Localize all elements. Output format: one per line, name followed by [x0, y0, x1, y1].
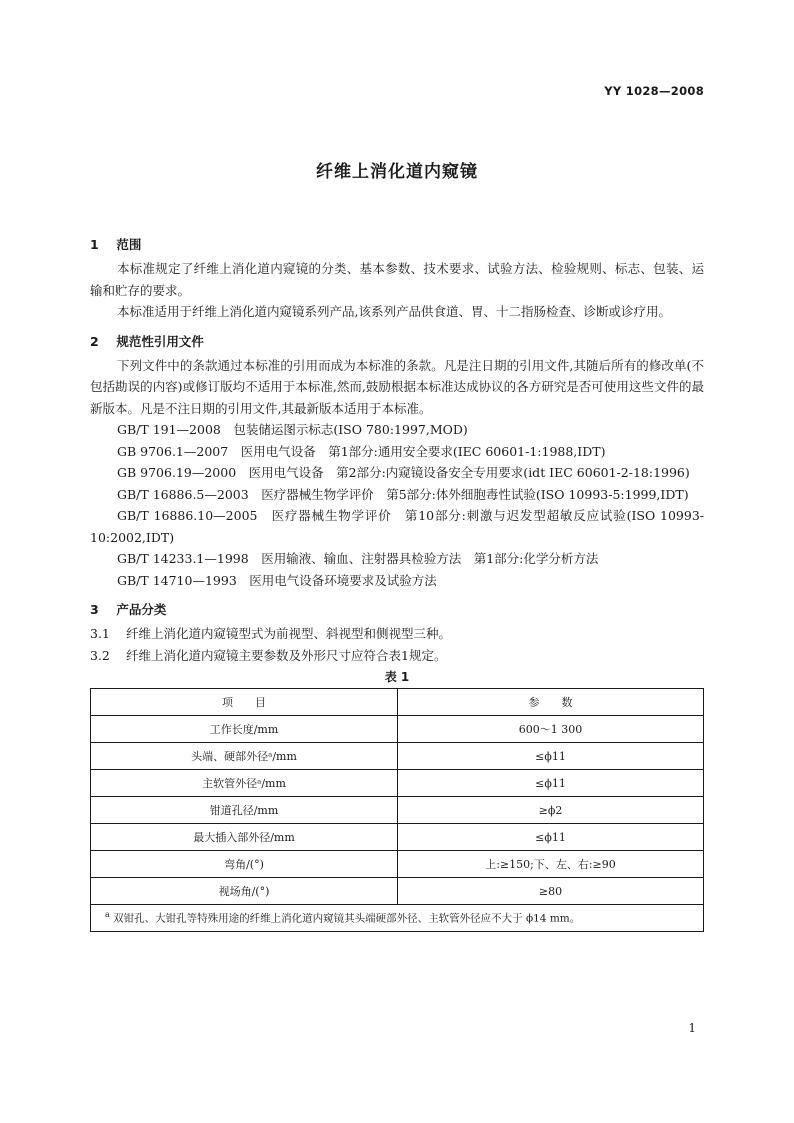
- clause-text: 纤维上消化道内窥镜型式为前视型、斜视型和侧视型三种。: [126, 626, 452, 641]
- parameters-table: [90, 688, 704, 932]
- clause-3-1: [90, 623, 704, 645]
- document-body: [90, 226, 704, 932]
- table-cell: 上:≥150;下、左、右:≥90: [398, 851, 704, 878]
- table-cell: 弯角/(°): [91, 851, 398, 878]
- section-3-heading: [90, 597, 704, 623]
- clause-number: 3.2: [90, 647, 110, 663]
- scope-paragraph-1: 本标准规定了纤维上消化道内窥镜的分类、基本参数、技术要求、试验方法、检验规则、标志、包装、运输和贮存的要求。: [90, 261, 704, 298]
- table-title: 表 1: [384, 670, 410, 684]
- table-cell: 最大插入部外径/mm: [91, 824, 398, 851]
- clause-3-2: [90, 645, 704, 667]
- page-number: 1: [688, 1021, 696, 1035]
- table-row: [91, 716, 704, 743]
- table-cell: 钳道孔径/mm: [91, 797, 398, 824]
- table-row: [91, 824, 704, 851]
- table-row: [91, 797, 704, 824]
- table-cell: ≥80: [398, 878, 704, 905]
- table-cell: ≤ϕ11: [398, 770, 704, 797]
- references-intro: 下列文件中的条款通过本标准的引用而成为本标准的条款。凡是注日期的引用文件,其随后所有的修改单(不包括勘误的内容)或修订版均不适用于本标准,然而,鼓励根据本标准达成协议的各方研究是否可使用这些文件的最新版本。凡是不注日期的引用文件,其最新版本适用于本标准。: [90, 357, 704, 416]
- table-row: [91, 743, 704, 770]
- clause-text: 纤维上消化道内窥镜主要参数及外形尺寸应符合表1规定。: [126, 647, 447, 663]
- reference-item: GB/T 14233.1—1998 医用输液、输血、注射器具检验方法 第1部分:化学分析方法: [117, 551, 599, 566]
- section-2-heading: [90, 329, 704, 355]
- reference-item: GB 9706.1—2007 医用电气设备 第1部分:通用安全要求(IEC 60601-1:1988,IDT): [117, 443, 606, 459]
- table-cell: 主软管外径ᵃ/mm: [91, 770, 398, 797]
- footnote-marker: a: [105, 910, 110, 920]
- reference-item: GB/T 191—2008 包装储运图示标志(ISO 780:1997,MOD): [117, 422, 468, 437]
- table-footnote-row: [91, 905, 704, 932]
- reference-item: GB/T 16886.10—2005 医疗器械生物学评价 第10部分:刺激与迟发型超敏反应试验(ISO 10993-10:2002,IDT): [90, 508, 704, 545]
- table-cell: ≤ϕ11: [398, 743, 704, 770]
- table-cell: 视场角/(°): [91, 878, 398, 905]
- reference-item: GB/T 16886.5—2003 医疗器械生物学评价 第5部分:体外细胞毒性试验(ISO 10993-5:1999,IDT): [117, 486, 689, 502]
- table-cell: 头端、硬部外径ᵃ/mm: [91, 743, 398, 770]
- table-cell: 600～1 300: [398, 716, 704, 743]
- footnote-text: 双钳孔、大钳孔等特殊用途的纤维上消化道内窥镜其头端硬部外径、主软管外径应不大于 ϕ14 mm。: [113, 912, 581, 925]
- reference-item: GB 9706.19—2000 医用电气设备 第2部分:内窥镜设备安全专用要求(idt IEC 60601-2-18:1996): [117, 465, 690, 480]
- section-title: 规范性引用文件: [116, 333, 204, 349]
- section-number: 2: [90, 333, 99, 349]
- document-title: 纤维上消化道内窥镜: [316, 162, 478, 182]
- table-row: [91, 878, 704, 905]
- table-row: [91, 770, 704, 797]
- table-footnote: [91, 905, 704, 932]
- section-number: 1: [90, 237, 99, 252]
- table-cell: ≤ϕ11: [398, 824, 704, 851]
- clause-number: 3.1: [90, 626, 110, 641]
- section-title: 产品分类: [116, 602, 167, 617]
- section-title: 范围: [116, 237, 142, 252]
- scope-paragraph-2: 本标准适用于纤维上消化道内窥镜系列产品,该系列产品供食道、胃、十二指肠检查、诊断或诊疗用。: [117, 304, 671, 319]
- header-item: 项 目: [91, 689, 398, 716]
- table-row: [91, 851, 704, 878]
- header-parameter: 参 数: [398, 689, 704, 716]
- standard-code: YY 1028—2008: [604, 84, 704, 98]
- table-header-row: [91, 689, 704, 716]
- section-1-heading: [90, 232, 704, 258]
- reference-item: GB/T 14710—1993 医用电气设备环境要求及试验方法: [117, 572, 437, 588]
- section-number: 3: [90, 602, 99, 617]
- table-cell: ≥ϕ2: [398, 797, 704, 824]
- table-cell: 工作长度/mm: [91, 716, 398, 743]
